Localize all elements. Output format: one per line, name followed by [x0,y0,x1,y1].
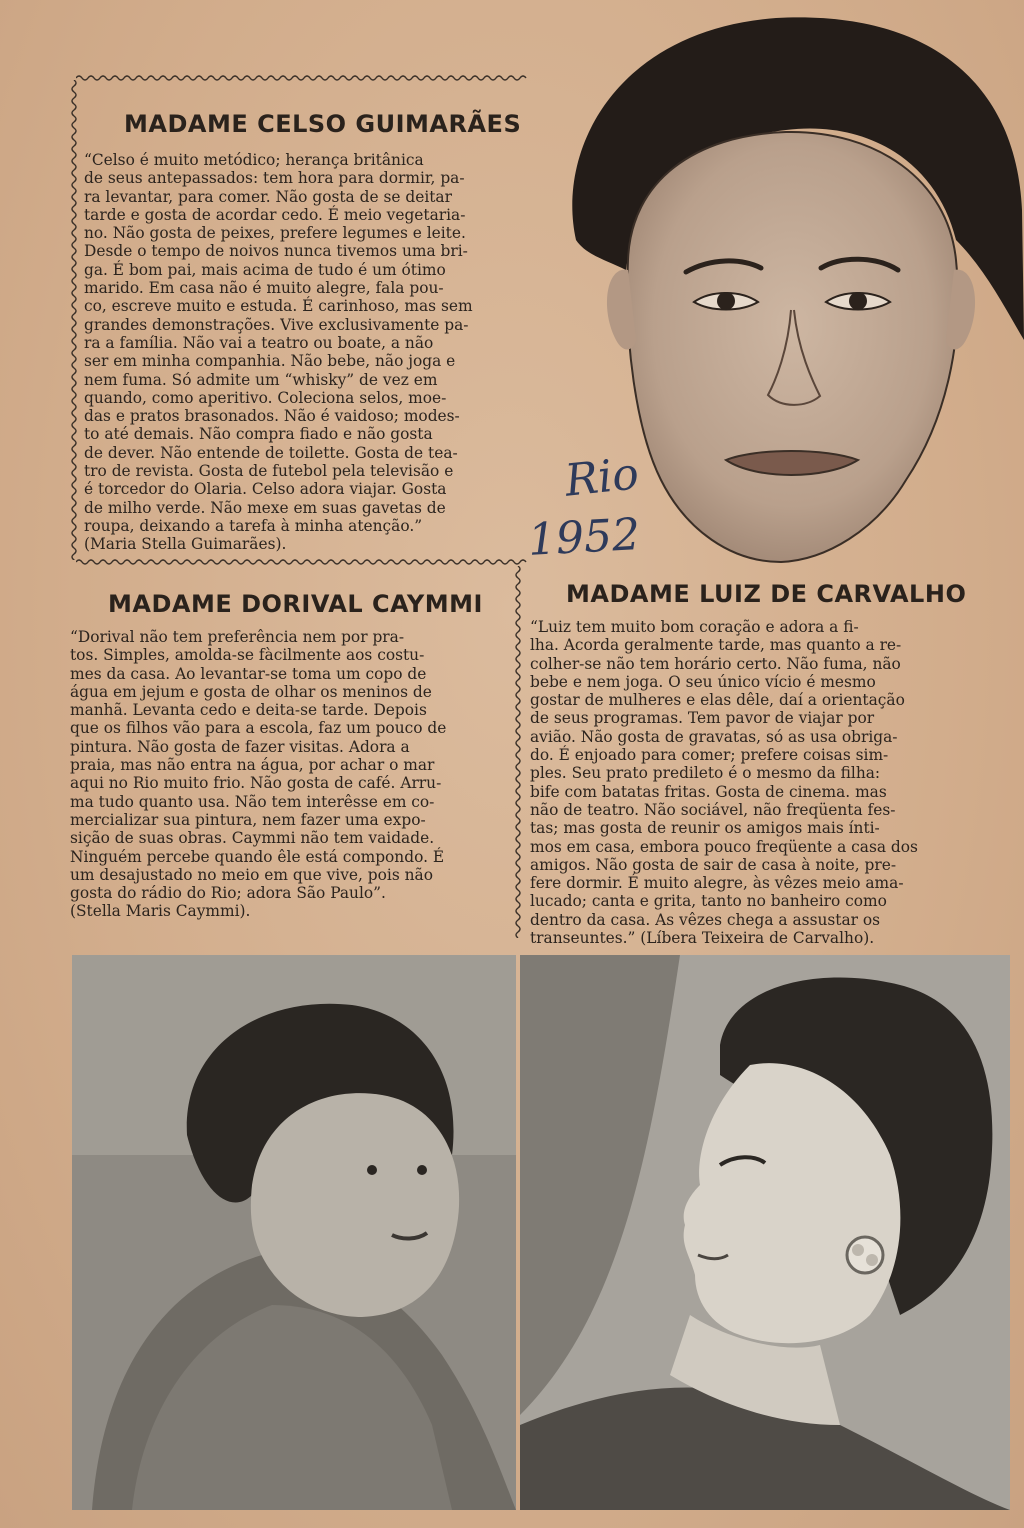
wavy-border-top [76,74,528,82]
handwritten-year: 1952 [526,509,642,566]
article-body-guimaraes: “Celso é muito metódico; herança britânica de seus antepassados: tem hora para dormir, pa- ra levantar, para comer. Não gosta de se deitar tarde e gosta de acordar cedo. É meio vegetaria- no. Não gosta de peixes, prefere legumes e leite. Desde o tempo de noivos nunca tivemos uma bri- ga. É bom pai, mais acima de tudo é um ótimo marido. Em casa não é muito alegre, fala pou- co, escreve muito e estuda. É carinhoso, mas sem grandes demonstrações. Vive exclusivamente pa- ra a família. Não vai a teatro ou boate, a não ser em minha companhia. Não bebe, não joga e nem fuma. Só admite um “whisky” de vez em quando, como aperitivo. Coleciona selos, moe- das e pratos brasonados. Não é vaidoso; modes- to até demais. Não compra fiado e não gosta de dever. Não entende de toilette. Gosta de tea- tro de revista. Gosta de futebol pela televisão e é torcedor do Olaria. Celso adora viajar. Gosta de milho verde. Não mexe em suas gavetas de roupa, deixando a tarefa à minha atenção.” (Maria Stella Guimarães). [84,151,473,554]
article-body-carvalho: “Luiz tem muito bom coração e adora a fi- lha. Acorda geralmente tarde, mas quanto a re- colher-se não tem horário certo. Não fuma, não bebe e nem joga. O seu único vício é mesmo gostar de mulheres e elas dêle, daí a orientação de seus programas. Tem pavor de viajar por avião. Não gosta de gravatas, só as usa obriga- do. É enjoado para comer; prefere coisas sim- ples. Seu prato predileto é o mesmo da filha: bife com batatas fritas. Gosta de cinema. mas não de teatro. Não sociável, não freqüenta fes- tas; mas gosta de reunir os amigos mais ínti- mos em casa, embora pouco freqüente a casa dos amigos. Não gosta de sair de casa à noite, pre- fere dormir. É muito alegre, às vêzes meio ama- lucado; canta e grita, tanto no banheiro como dentro da casa. As vêzes chega a assustar os transeuntes.” (Líbera Teixeira de Carvalho). [530,618,918,948]
wavy-column-divider [514,566,522,938]
photo-madame-carvalho [520,955,1010,1510]
article-title-carvalho: MADAME LUIZ DE CARVALHO [566,580,967,608]
article-body-caymmi: “Dorival não tem preferência nem por pra- tos. Simples, amolda-se fàcilmente aos costu- mes da casa. Ao levantar-se toma um copo de água em jejum e gosta de olhar os meninos de manhã. Levanta cedo e deita-se tarde. Depois que os filhos vão para a escola, faz um pouco de pintura. Não gosta de fazer visitas. Adora a praia, mas não entra na água, por achar o mar aqui no Rio muito frio. Não gosta de café. Arru- ma tudo quanto usa. Não tem interêsse em co- mercializar sua pintura, nem fazer uma expo- sição de suas obras. Caymmi não tem vaidade. Ninguém percebe quando êle está compondo. É um desajustado no meio em que vive, pois não gosta do rádio do Rio; adora São Paulo”. (Stella Maris Caymmi). [70,628,447,921]
wavy-border-divider [76,558,528,566]
handwritten-place: Rio [562,448,642,507]
article-title-caymmi: MADAME DORIVAL CAYMMI [108,590,483,618]
article-title-guimaraes: MADAME CELSO GUIMARÃES [124,110,522,138]
wavy-border-left [70,80,78,560]
photo-madame-caymmi [72,955,516,1510]
